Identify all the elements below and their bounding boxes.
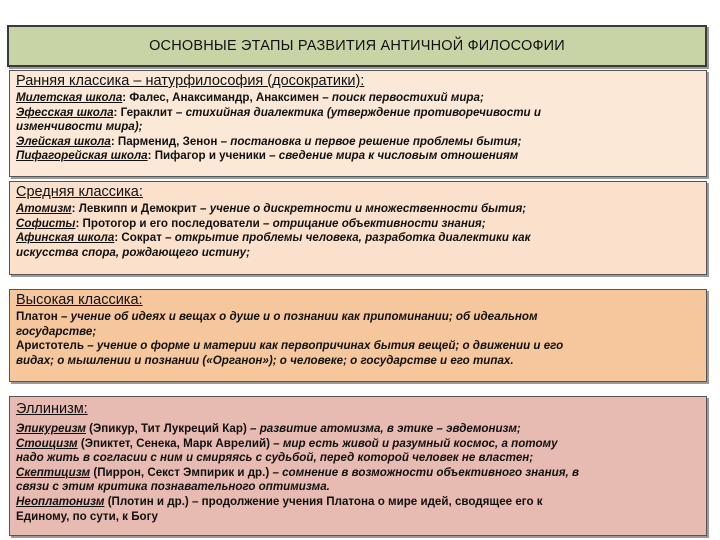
page-title: ОСНОВНЫЕ ЭТАПЫ РАЗВИТИЯ АНТИЧНОЙ ФИЛОСОФИИ [149,38,565,54]
persons: (Эпикур, Тит Лукреций Кар) [89,422,247,435]
persons: (Пиррон, Секст Эмпирик и др.) [93,465,270,479]
title-box [7,25,707,67]
school-name: Пифагорейская школа [16,149,148,163]
persons: (Эпиктет, Сенека, Марк Аврелий) [80,436,270,450]
persons: Левкипп и Демокрит [78,202,197,215]
description: – учение об идеях и вещах о душе и о познании как припоминании; об идеальном [57,310,538,323]
school-name: Скептицизм [16,465,91,479]
separator: : [110,134,118,148]
separator: : [71,202,79,215]
section-heading-text: Высокая классика: [16,292,143,308]
text-line [16,120,700,135]
description: связи с этим критика познавательного оптимизма. [16,480,330,494]
description: видах; о мышлении и познании («Органон»); о человеке; о государстве и его типах. [16,353,514,367]
description: – поиск первостихий мира; [319,91,484,104]
persons: Пифагор и ученики [154,149,266,163]
persons: Сократ [121,231,162,245]
section-heading [16,73,700,90]
separator: : [122,91,130,104]
description: – отрицание объективности знания; [259,216,486,230]
separator: : [114,231,122,245]
description: государстве; [16,324,97,338]
text-line [16,451,700,466]
persons: Протогор и его последователи [82,216,260,230]
text-line [16,354,700,369]
separator: : [113,105,121,119]
description: – сведение мира к числовым отношениям [265,149,519,163]
text-line [16,495,700,510]
section-early-classics [9,70,707,177]
persons: Гераклит [120,105,173,119]
text-line [16,422,700,437]
section-heading-text: Средняя классика: [16,184,143,200]
school-name: Эфесская школа [16,105,114,119]
description: – учение о дискретности и множественности бытия; [196,202,527,215]
description: надо жить в согласии с ним и смиряясь с судьбой, перед которой человек не властен; [16,451,534,465]
section-heading-text: Ранняя классика – натурфилософия (досократики): [16,73,365,89]
section-heading [16,184,700,201]
text-line [16,217,700,232]
persons: (Плотин и др.) – продолжение учения Платона о мире идей, сводящее его к [107,494,543,508]
text-line [16,325,700,340]
section-middle-classics [9,181,707,275]
school-name: Милетская школа [16,91,123,104]
description: изменчивости мира); [16,120,143,134]
school-name: Эпикуреизм [16,422,86,435]
section-high-classics [9,289,707,382]
school-name: Софисты [16,216,76,230]
school-name: Неоплатонизм [16,494,105,508]
description: – стихийная диалектика (утверждение противоречивости и [172,105,541,119]
separator: : [75,216,83,230]
text-line [16,202,700,217]
text-line [16,339,700,354]
description: – развитие атомизма, в этике – эвдемонизм; [246,422,521,435]
section-heading [16,292,700,309]
text-line [16,480,700,495]
persons: Парменид, Зенон [117,134,218,148]
text-line [16,106,700,121]
text-line [16,149,700,164]
description: – учение о форме и материи как первопричинах бытия вещей; о движении и его [83,339,564,353]
school-name: Элейская школа [16,134,111,148]
school-name: Атомизм [16,202,72,215]
description: – постановка и первое решение проблемы бытия; [217,134,522,148]
section-heading-text: Эллинизм: [16,401,88,417]
separator: : [147,149,155,163]
description: – открытие проблемы человека, разработка диалектики как [161,231,531,245]
text-line [16,310,700,325]
text-line [16,246,700,261]
persons: Единому, по сути, к Богу [16,509,158,523]
text-line [16,510,700,525]
text-line [16,135,700,150]
section-hellenism [9,396,707,536]
description: – мир есть живой и разумный космос, а потому [269,436,558,450]
description: искусства спора, рождающего истину; [16,245,250,259]
school-name: Стоицизм [16,436,78,450]
persons: Фалес, Анаксимандр, Анаксимен [129,91,320,104]
section-heading [16,401,700,418]
persons: Аристотель [16,339,84,353]
text-line [16,231,700,246]
text-line [16,466,700,481]
persons: Платон [16,310,58,323]
text-line [16,437,700,452]
text-line [16,91,700,106]
description: – сомнение в возможности объективного знания, в [269,465,579,479]
school-name: Афинская школа [16,231,115,245]
